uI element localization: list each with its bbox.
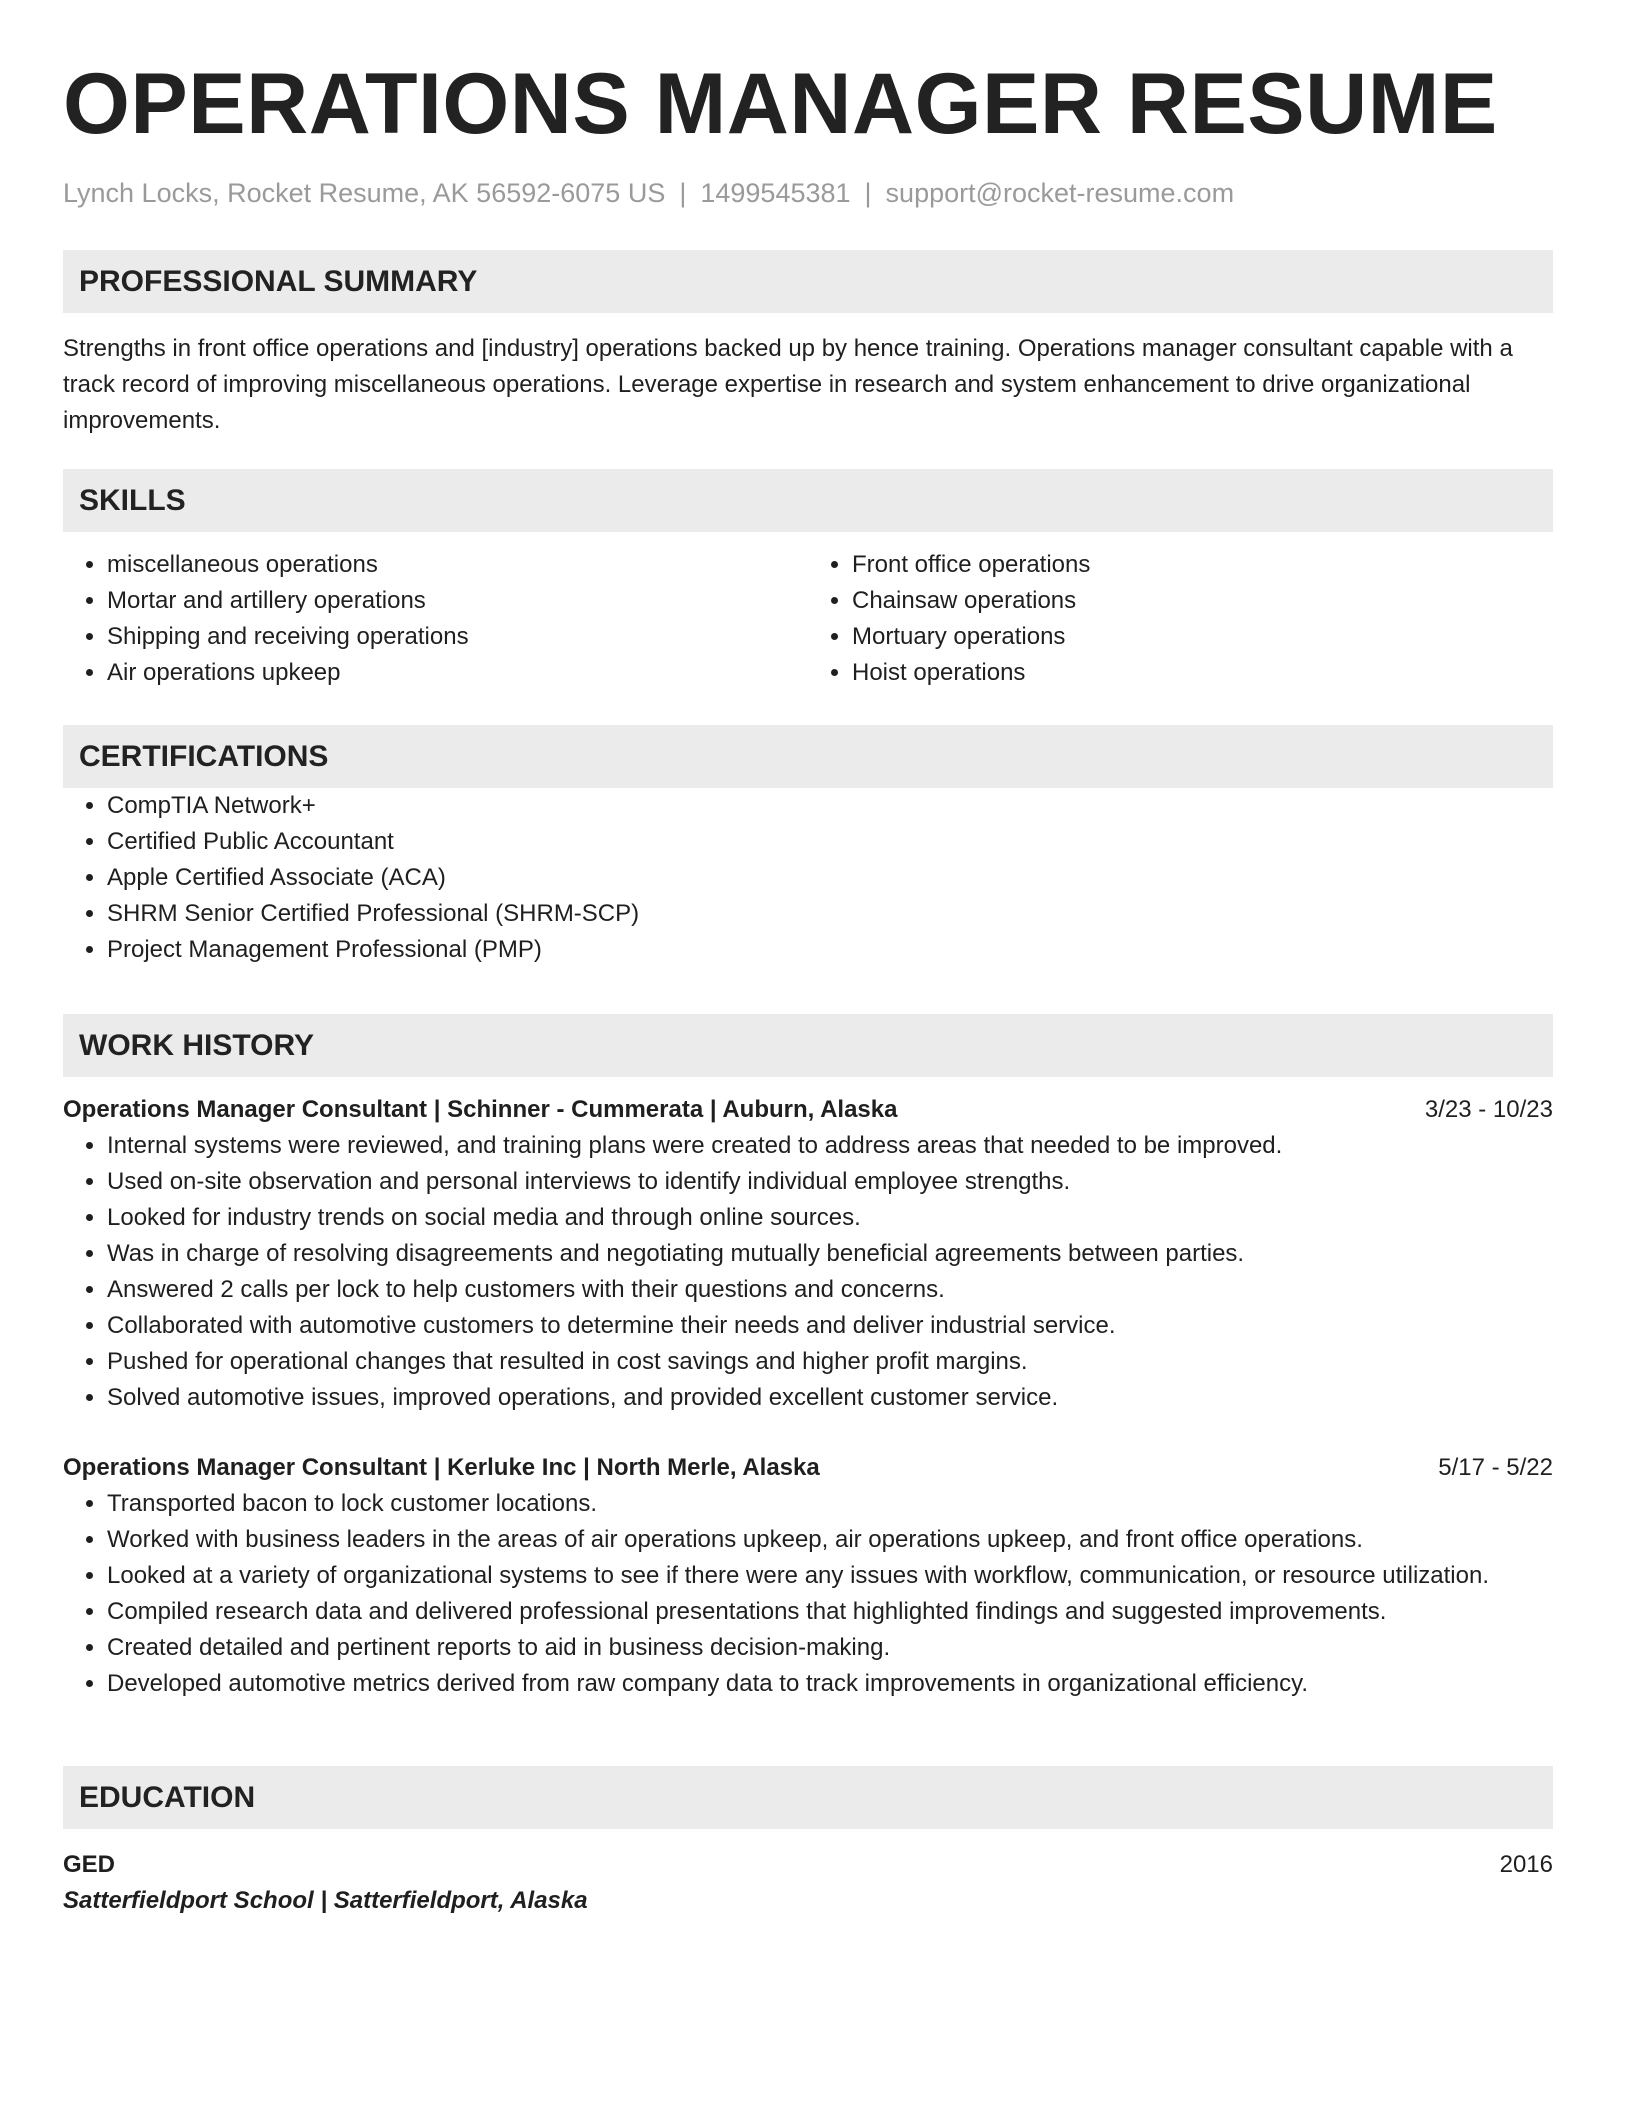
certifications-section xyxy=(63,725,1553,968)
certification-item: • Certified Public Accountant xyxy=(107,824,1553,860)
skills-grid xyxy=(63,547,1553,691)
certification-item: • CompTIA Network+ xyxy=(107,788,1553,824)
skill-item: • Air operations upkeep xyxy=(107,655,808,691)
job-duty-item: • Was in charge of resolving disagreements and negotiating mutually beneficial agreements between parties. xyxy=(107,1236,1553,1272)
job-duty-item: • Internal systems were reviewed, and training plans were created to address areas that needed to be improved. xyxy=(107,1128,1553,1164)
skill-item: • Shipping and receiving operations xyxy=(107,619,808,655)
job-duty-item: • Pushed for operational changes that resulted in cost savings and higher profit margins. xyxy=(107,1344,1553,1380)
skill-item: • Front office operations xyxy=(852,547,1553,583)
job-entry xyxy=(63,1092,1553,1416)
job-duty-item: • Answered 2 calls per lock to help customers with their questions and concerns. xyxy=(107,1272,1553,1308)
contact-email: support@rocket-resume.com xyxy=(885,178,1235,208)
contact-line xyxy=(63,176,1569,210)
education-year: 2016 xyxy=(1499,1851,1553,1878)
skill-item: • miscellaneous operations xyxy=(107,547,808,583)
education-section xyxy=(63,1766,1553,1919)
skill-item: • Mortuary operations xyxy=(852,619,1553,655)
job-duties-list xyxy=(63,1486,1553,1702)
job-title: Operations Manager Consultant | Schinner - Cummerata | Auburn, Alaska xyxy=(63,1096,898,1123)
work-history-heading: WORK HISTORY xyxy=(63,1014,1553,1077)
contact-phone: 1499545381 xyxy=(700,178,851,208)
work-history-section xyxy=(63,1014,1553,1702)
job-title: Operations Manager Consultant | Kerluke Inc | North Merle, Alaska xyxy=(63,1454,820,1481)
certification-item: • SHRM Senior Certified Professional (SHRM-SCP) xyxy=(107,896,1553,932)
skill-item: • Chainsaw operations xyxy=(852,583,1553,619)
job-duty-item: • Looked at a variety of organizational systems to see if there were any issues with workflow, communication, or resource utilization. xyxy=(107,1558,1553,1594)
job-duty-item: • Solved automotive issues, improved operations, and provided excellent customer service. xyxy=(107,1380,1553,1416)
job-duties-list xyxy=(63,1128,1553,1416)
certifications-list xyxy=(63,788,1553,968)
job-duty-item: • Collaborated with automotive customers to determine their needs and deliver industrial service. xyxy=(107,1308,1553,1344)
skills-column-right xyxy=(808,547,1553,691)
job-dates: 3/23 - 10/23 xyxy=(1424,1096,1553,1123)
skills-column-left xyxy=(63,547,808,691)
skills-list-right xyxy=(808,547,1553,691)
skills-section xyxy=(63,469,1553,691)
contact-separator: | xyxy=(864,178,872,208)
summary-section xyxy=(63,250,1553,439)
job-header xyxy=(63,1092,1553,1128)
summary-heading: PROFESSIONAL SUMMARY xyxy=(63,250,1553,313)
education-school: Satterfieldport School | Satterfieldport, Alaska xyxy=(63,1887,588,1914)
job-duty-item: • Worked with business leaders in the areas of air operations upkeep, air operations upkeep, and front office operations. xyxy=(107,1522,1553,1558)
certifications-heading: CERTIFICATIONS xyxy=(63,725,1553,788)
education-degree: GED xyxy=(63,1851,116,1878)
job-duty-item: • Compiled research data and delivered professional presentations that highlighted findings and suggested improvements. xyxy=(107,1594,1553,1630)
job-duty-item: • Used on-site observation and personal interviews to identify individual employee strengths. xyxy=(107,1164,1553,1200)
job-dates: 5/17 - 5/22 xyxy=(1438,1454,1553,1481)
job-header xyxy=(63,1450,1553,1486)
education-heading: EDUCATION xyxy=(63,1766,1553,1829)
job-duty-item: • Developed automotive metrics derived from raw company data to track improvements in organizational efficiency. xyxy=(107,1666,1553,1702)
education-entry xyxy=(63,1847,1553,1883)
certification-item: • Apple Certified Associate (ACA) xyxy=(107,860,1553,896)
job-duty-item: • Transported bacon to lock customer locations. xyxy=(107,1486,1553,1522)
skills-list-left xyxy=(63,547,808,691)
skills-heading: SKILLS xyxy=(63,469,1553,532)
certification-item: • Project Management Professional (PMP) xyxy=(107,932,1553,968)
skill-item: • Hoist operations xyxy=(852,655,1553,691)
summary-text: Strengths in front office operations and [industry] operations backed up by hence training. Operations manager consultant capable with a track record of improving miscellaneous operations. Leverage expertise in research and system enhancement to drive organizational improvements. xyxy=(63,335,1513,434)
skill-item: • Mortar and artillery operations xyxy=(107,583,808,619)
resume-title: OPERATIONS MANAGER RESUME xyxy=(63,56,1498,152)
job-duty-item: • Created detailed and pertinent reports to aid in business decision-making. xyxy=(107,1630,1553,1666)
contact-separator: | xyxy=(679,178,687,208)
job-duty-item: • Looked for industry trends on social media and through online sources. xyxy=(107,1200,1553,1236)
contact-address: Lynch Locks, Rocket Resume, AK 56592-6075 US xyxy=(63,178,666,208)
job-entry xyxy=(63,1450,1553,1702)
